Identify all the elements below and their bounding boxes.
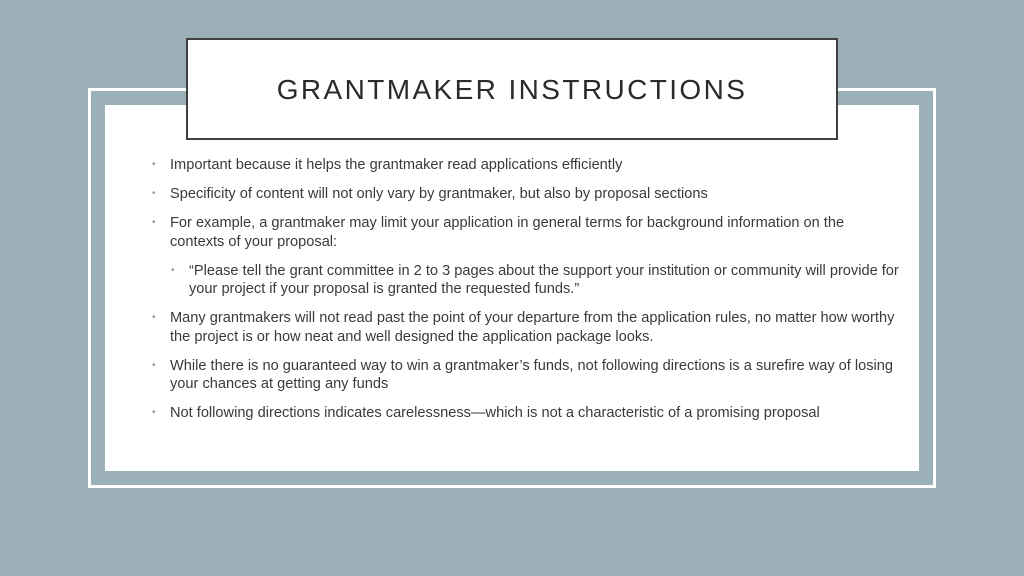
bullet-dot-icon: •: [152, 217, 156, 228]
bullet-item: [150, 185, 900, 204]
bullet-text: Specificity of content will not only vary by grantmaker, but also by proposal sections: [170, 186, 708, 202]
bullet-dot-icon: •: [152, 188, 156, 199]
bullet-text: For example, a grantmaker may limit your application in general terms for background information on the contexts of your proposal:: [170, 215, 845, 250]
sub-bullet-item: [150, 262, 900, 299]
bullet-item: [150, 404, 900, 423]
bullet-dot-icon: •: [152, 159, 156, 170]
slide-title: GRANTMAKER INSTRUCTIONS: [276, 74, 748, 105]
bullet-text: “Please tell the grant committee in 2 to 3 pages about the support your institution or community will provide for your project if your proposal is granted the requested funds.”: [189, 262, 899, 297]
bullet-text: Important because it helps the grantmaker read applications efficiently: [170, 157, 623, 173]
bullet-text: Not following directions indicates carelessness—which is not a characteristic of a promising proposal: [170, 405, 820, 421]
bullet-item: [150, 357, 900, 394]
bullet-item: [150, 214, 900, 251]
bullet-list: [150, 156, 900, 433]
bullet-item: [150, 309, 900, 346]
title-box: [186, 38, 838, 140]
bullet-dot-icon: •: [152, 407, 156, 418]
bullet-text: Many grantmakers will not read past the point of your departure from the application rules, no matter how worthy the project is or how neat and well designed the application package looks.: [170, 310, 895, 345]
bullet-dot-icon: •: [152, 312, 156, 323]
bullet-item: [150, 156, 900, 175]
bullet-dot-icon: •: [171, 264, 175, 276]
bullet-text: While there is no guaranteed way to win a grantmaker’s funds, not following directions is a surefire way of losing your chances at getting any funds: [170, 357, 894, 392]
bullet-dot-icon: •: [152, 359, 156, 371]
